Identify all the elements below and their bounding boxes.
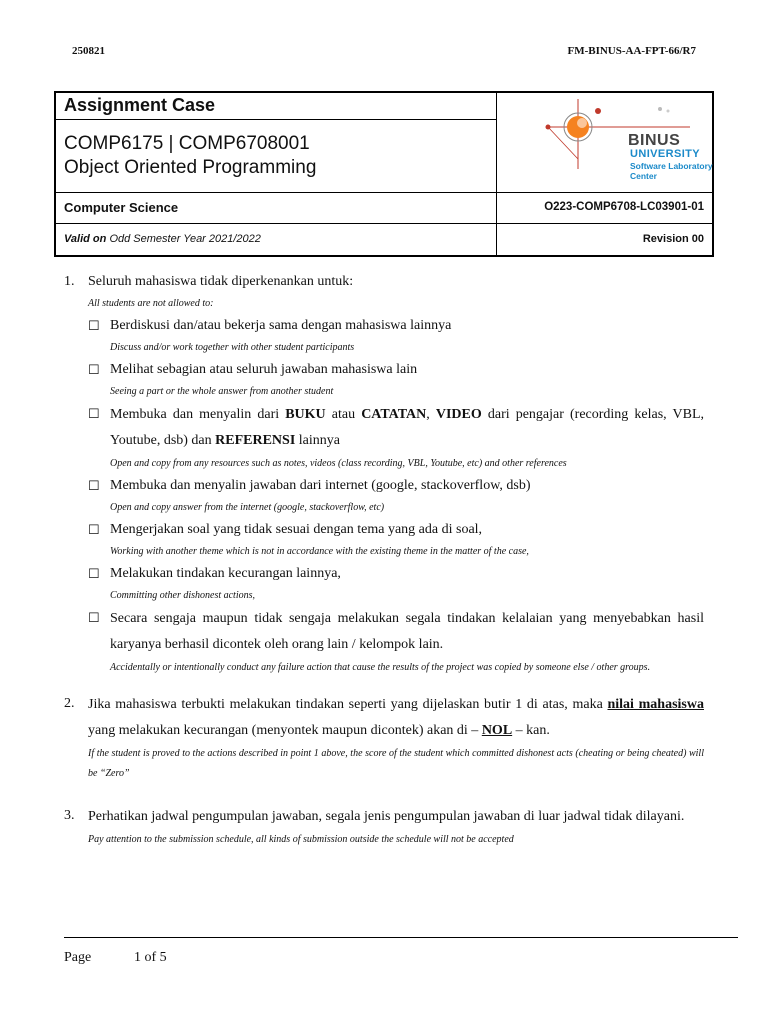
- rule-number: 1.: [64, 274, 75, 289]
- valid-value: Odd Semester Year 2021/2022: [109, 233, 261, 245]
- text-run: Membuka dan menyalin dari: [110, 407, 286, 422]
- emphasis-referensi: REFERENSI: [215, 433, 296, 448]
- checkbox-icon: ☐: [88, 318, 100, 333]
- rule-number: 3.: [64, 808, 75, 823]
- text-run: Jika mahasiswa terbukti melakukan tindakan seperti yang dijelaskan butir 1 di atas, maka: [88, 697, 608, 712]
- subitem-text: Melakukan tindakan kecurangan lainnya,: [110, 566, 341, 581]
- rule-translation: If the student is proved to the actions described in point 1 above, the score of the student which committed dishonest acts (cheating or being cheated) will be “Zero”: [88, 748, 704, 779]
- valid-label: Valid on: [64, 233, 107, 245]
- rule-subitem: [88, 606, 704, 678]
- emphasis-nilai: nilai mahasiswa: [607, 697, 704, 712]
- subitem-text: Melihat sebagian atau seluruh jawaban mahasiswa lain: [110, 362, 418, 377]
- rule-item: [64, 270, 704, 678]
- document-number: 250821: [72, 45, 105, 57]
- rule-subitem: [88, 474, 704, 518]
- text-run: yang melakukan kecurangan (menyontek maupun dicontek) akan di –: [88, 723, 482, 738]
- checkbox-icon: ☐: [88, 522, 100, 537]
- subitem-translation: Committing other dishonest actions,: [110, 590, 255, 601]
- page-label: Page: [64, 950, 92, 965]
- subitem-text: Membuka dan menyalin jawaban dari internet (google, stackoverflow, dsb): [110, 478, 531, 493]
- course-name: Object Oriented Programming: [64, 157, 317, 178]
- logo-subtitle-line: Software Laboratory: [630, 161, 713, 171]
- rule-subitem: [88, 358, 704, 402]
- validity: [64, 233, 261, 245]
- logo-subtitle-line: Center: [630, 171, 657, 181]
- rule-translation: Pay attention to the submission schedule, all kinds of submission outside the schedule will not be accepted: [88, 834, 514, 845]
- header-divider: [56, 192, 712, 193]
- department: Computer Science: [64, 200, 179, 215]
- text-run: dari pengajar (recording kelas, VBL, Youtube, dsb) dan: [110, 407, 705, 448]
- checkbox-icon: ☐: [88, 478, 100, 493]
- rule-subitem: [88, 518, 704, 562]
- checkbox-icon: ☐: [88, 362, 100, 377]
- logo-name: BINUS: [628, 132, 681, 149]
- checkbox-icon: ☐: [88, 566, 100, 581]
- subitem-text: Secara sengaja maupun tidak sengaja melakukan segala tindakan kelalaian yang menyebabkan hasil karyanya berhasil dicontek oleh orang lain / kelompok lain.: [110, 611, 704, 652]
- revision: Revision 00: [642, 233, 704, 245]
- subitem-text: Berdiskusi dan/atau bekerja sama dengan mahasiswa lainnya: [110, 318, 452, 333]
- header-divider: [496, 93, 497, 257]
- rule-item: [64, 804, 704, 850]
- rule-text: [88, 692, 704, 744]
- header-table: [54, 91, 714, 257]
- emphasis-video: VIDEO: [435, 407, 482, 422]
- rule-subitem: [88, 562, 704, 606]
- text-run: atau: [325, 407, 362, 422]
- subitem-translation: Discuss and/or work together with other student participants: [110, 342, 355, 353]
- text-run: ,: [426, 407, 436, 422]
- subitem-translation: Open and copy from any resources such as notes, videos (class recording, VBL, Youtube, etc) and other references: [110, 458, 567, 469]
- rule-item: [64, 692, 704, 784]
- subitem-translation: Accidentally or intentionally conduct any failure action that cause the results of the project was copied by someone else / other groups.: [110, 662, 651, 673]
- header-divider: [56, 119, 496, 120]
- form-code: FM-BINUS-AA-FPT-66/R7: [567, 45, 696, 57]
- rule-number: 2.: [64, 696, 75, 711]
- subitem-translation: Seeing a part or the whole answer from another student: [110, 386, 334, 397]
- logo-university: UNIVERSITY: [630, 148, 701, 160]
- emphasis-catatan: CATATAN: [361, 407, 427, 422]
- logo-subtitle: [630, 161, 740, 181]
- page-title: Assignment Case: [64, 95, 216, 115]
- document-code: O223-COMP6708-LC03901-01: [544, 201, 704, 213]
- subitem-translation: Open and copy answer from the internet (google, stackoverflow, etc): [110, 502, 385, 513]
- text-run: – kan.: [512, 723, 550, 738]
- emphasis-buku: BUKU: [285, 407, 326, 422]
- footer-divider: [64, 937, 738, 938]
- header-divider: [56, 223, 712, 224]
- page-count: 1 of 5: [134, 950, 167, 965]
- subitem-translation: Working with another theme which is not in accordance with the existing theme in the matter of the case,: [110, 546, 529, 557]
- checkbox-icon: ☐: [88, 610, 100, 625]
- course-codes: COMP6175 | COMP6708001: [64, 133, 310, 154]
- emphasis-nol: NOL: [481, 723, 513, 738]
- rule-translation: All students are not allowed to:: [88, 298, 214, 309]
- rules-list: [64, 270, 704, 850]
- rule-subitem: [88, 402, 704, 474]
- subitem-text: [110, 402, 704, 454]
- rule-text: Seluruh mahasiswa tidak diperkenankan untuk:: [88, 274, 354, 289]
- checkbox-icon: ☐: [88, 406, 100, 421]
- text-run: lainnya: [295, 433, 340, 448]
- rule-text: Perhatikan jadwal pengumpulan jawaban, segala jenis pengumpulan jawaban di luar jadwal tidak dilayani.: [88, 809, 685, 824]
- subitem-text: Mengerjakan soal yang tidak sesuai dengan tema yang ada di soal,: [110, 522, 483, 537]
- rule-subitem: [88, 314, 704, 358]
